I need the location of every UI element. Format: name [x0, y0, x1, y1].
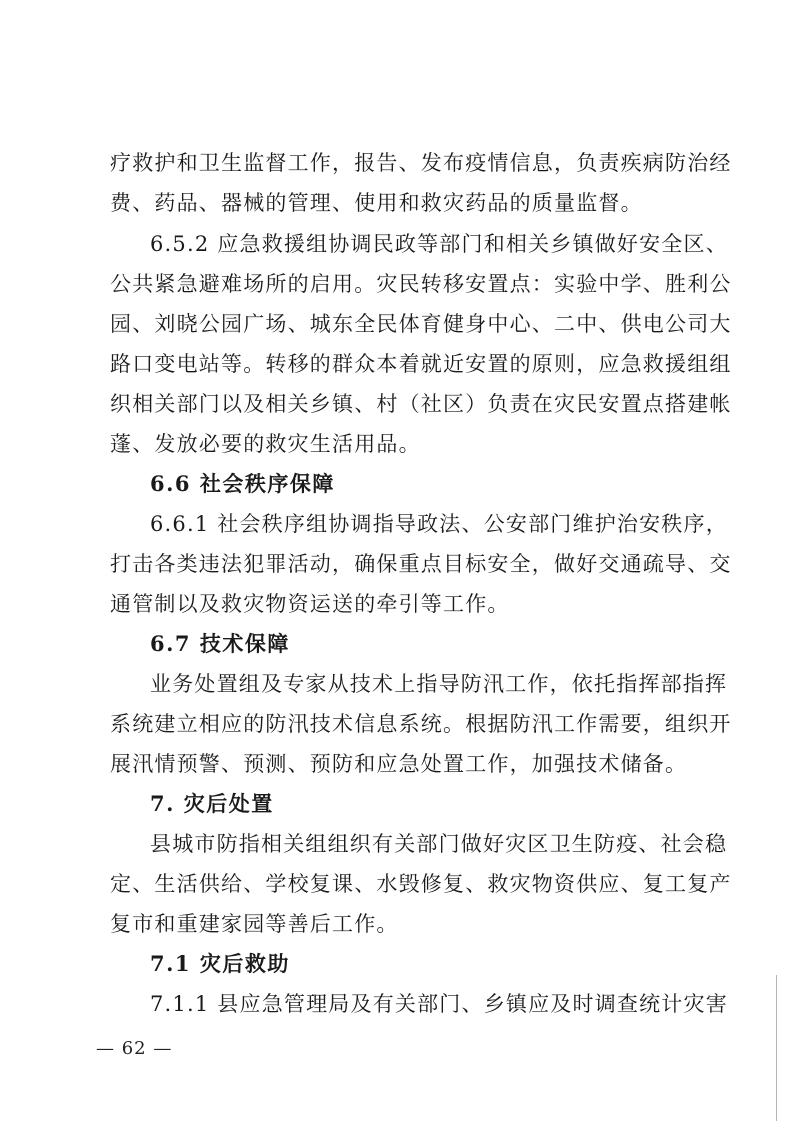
page-number: — 62 — [96, 1038, 173, 1059]
section-heading: 6.6 社会秩序保障 [150, 471, 335, 496]
body-text-line: 织相关部门以及相关乡镇、村（社区）负责在灾民安置点搭建帐 [110, 392, 732, 416]
body-text-line: 系统建立相应的防汛技术信息系统。根据防汛工作需要，组织开 [110, 712, 732, 736]
body-text-line: 6.5.2 应急救援组协调民政等部门和相关乡镇做好安全区、 [150, 232, 728, 256]
body-text-line: 公共紧急避难场所的启用。灾民转移安置点：实验中学、胜利公 [110, 272, 732, 296]
body-text-line: 定、生活供给、学校复课、水毁修复、救灾物资供应、复工复产 [110, 872, 732, 896]
body-text-line: 县城市防指相关组组织有关部门做好灾区卫生防疫、社会稳 [150, 832, 728, 856]
body-text-line: 展汛情预警、预测、预防和应急处置工作，加强技术储备。 [110, 752, 688, 776]
body-text-line: 打击各类违法犯罪活动，确保重点目标安全，做好交通疏导、交 [110, 552, 732, 576]
section-heading: 7.1 灾后救助 [150, 951, 290, 976]
body-text-line: 园、刘晓公园广场、城东全民体育健身中心、二中、供电公司大 [110, 312, 732, 336]
body-text-line: 蓬、发放必要的救灾生活用品。 [110, 432, 421, 456]
section-heading: 6.7 技术保障 [150, 631, 290, 656]
body-text-line: 路口变电站等。转移的群众本着就近安置的原则，应急救援组组 [110, 352, 732, 376]
body-text-line: 复市和重建家园等善后工作。 [110, 912, 399, 936]
body-text-line: 6.6.1 社会秩序组协调指导政法、公安部门维护治安秩序， [150, 512, 728, 536]
body-text-line: 7.1.1 县应急管理局及有关部门、乡镇应及时调查统计灾害 [150, 992, 728, 1016]
body-text-line: 业务处置组及专家从技术上指导防汛工作，依托指挥部指挥 [150, 672, 728, 696]
body-text-line: 通管制以及救灾物资运送的牵引等工作。 [110, 592, 510, 616]
section-heading: 7. 灾后处置 [150, 791, 274, 816]
body-text-line: 费、药品、器械的管理、使用和救灾药品的质量监督。 [110, 191, 643, 215]
body-text-line: 疗救护和卫生监督工作，报告、发布疫情信息，负责疾病防治经 [110, 151, 732, 175]
margin-rule [776, 975, 777, 1121]
